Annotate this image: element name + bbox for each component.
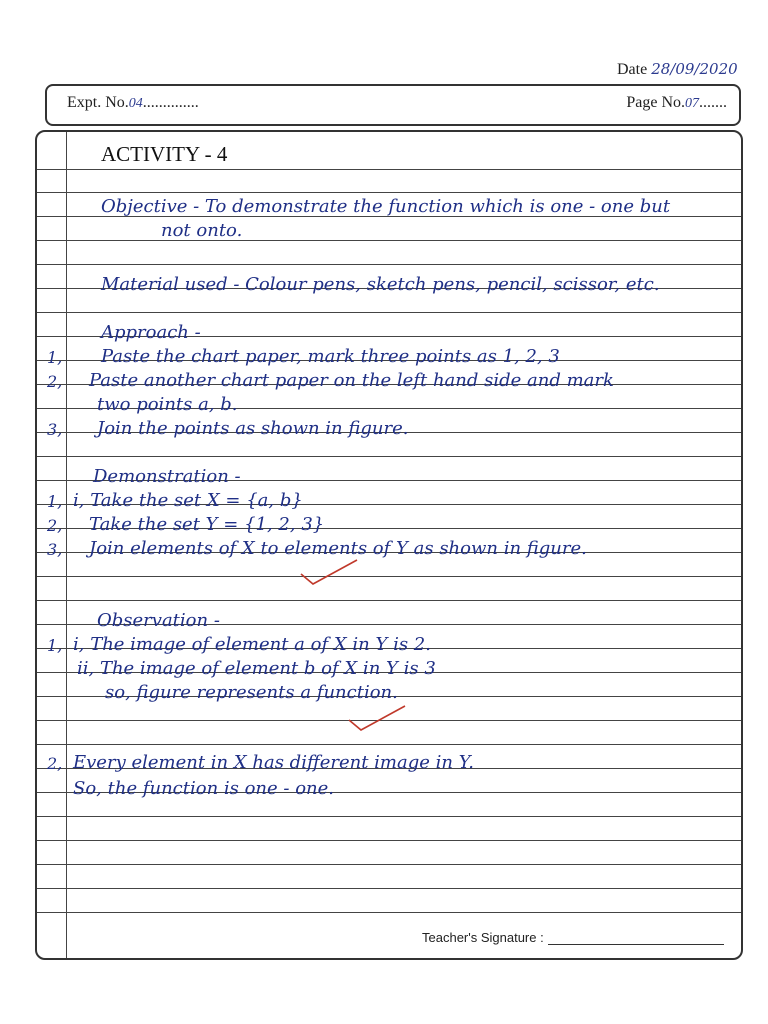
approach-step-num: 1, [47, 348, 63, 367]
approach-step-num: 2, [47, 372, 63, 391]
expt-no-value: 04 [128, 96, 143, 111]
demonstration-step-num: 1, [47, 492, 63, 511]
approach-step: Paste another chart paper on the left hand side and mark [89, 370, 614, 391]
header-box [45, 84, 741, 126]
margin-line [66, 132, 67, 958]
approach-step: Paste the chart paper, mark three points as 1, 2, 3 [101, 346, 560, 367]
demonstration-step-num: 2, [47, 516, 63, 535]
observation-heading: Observation - [97, 610, 220, 631]
observation-step-num: 1, [47, 636, 63, 655]
ruled-line [37, 888, 741, 889]
ruled-sheet [35, 130, 743, 960]
ruled-line [37, 816, 741, 817]
demonstration-step: Take the set Y = {1, 2, 3} [89, 514, 325, 535]
teacher-signature-field [422, 930, 724, 945]
ruled-line [37, 456, 741, 457]
ruled-line [37, 600, 741, 601]
observation-step: so, figure represents a function. [105, 682, 398, 703]
material-used: Material used - Colour pens, sketch pens, pencil, scissor, etc. [101, 274, 660, 295]
ruled-line [37, 912, 741, 913]
approach-heading: Approach - [101, 322, 201, 343]
ruled-line [37, 240, 741, 241]
observation-step: Every element in X has different image in Y. [73, 752, 474, 773]
date-field [617, 60, 738, 79]
ruled-line [37, 744, 741, 745]
page-no-label: Page No. [626, 94, 685, 111]
ruled-line [37, 312, 741, 313]
ruled-line [37, 576, 741, 577]
observation-step-num: 2, [47, 754, 63, 773]
approach-step-num: 3, [47, 420, 63, 439]
observation-step: i, The image of element a of X in Y is 2. [73, 634, 431, 655]
signature-line [548, 944, 724, 945]
page-no-field: Page No.07....... [626, 94, 727, 111]
approach-step: two points a, b. [97, 394, 238, 415]
ruled-line [37, 169, 741, 170]
observation-step: So, the function is one - one. [73, 778, 335, 799]
activity-title: ACTIVITY - 4 [101, 142, 228, 166]
demonstration-step: i, Take the set X = {a, b} [73, 490, 303, 511]
check-mark-icon [347, 704, 407, 732]
ruled-line [37, 840, 741, 841]
teacher-signature-label: Teacher's Signature : [422, 930, 544, 945]
check-mark-icon [299, 558, 359, 586]
expt-no-field: Expt. No.04.............. [67, 94, 199, 111]
page-no-value: 07 [685, 96, 699, 111]
demonstration-step-num: 3, [47, 540, 63, 559]
date-value: 28/09/2020 [651, 60, 738, 78]
expt-no-label: Expt. No. [67, 94, 129, 111]
date-label: Date [617, 61, 648, 78]
ruled-line [37, 192, 741, 193]
demonstration-heading: Demonstration - [93, 466, 241, 487]
ruled-line [37, 264, 741, 265]
objective-line-1: Objective - To demonstrate the function which is one - one but [101, 196, 671, 217]
demonstration-step: Join elements of X to elements of Y as shown in figure. [89, 538, 587, 559]
approach-step: Join the points as shown in figure. [97, 418, 409, 439]
objective-line-2: not onto. [161, 220, 243, 241]
ruled-line [37, 864, 741, 865]
observation-step: ii, The image of element b of X in Y is 3 [77, 658, 436, 679]
